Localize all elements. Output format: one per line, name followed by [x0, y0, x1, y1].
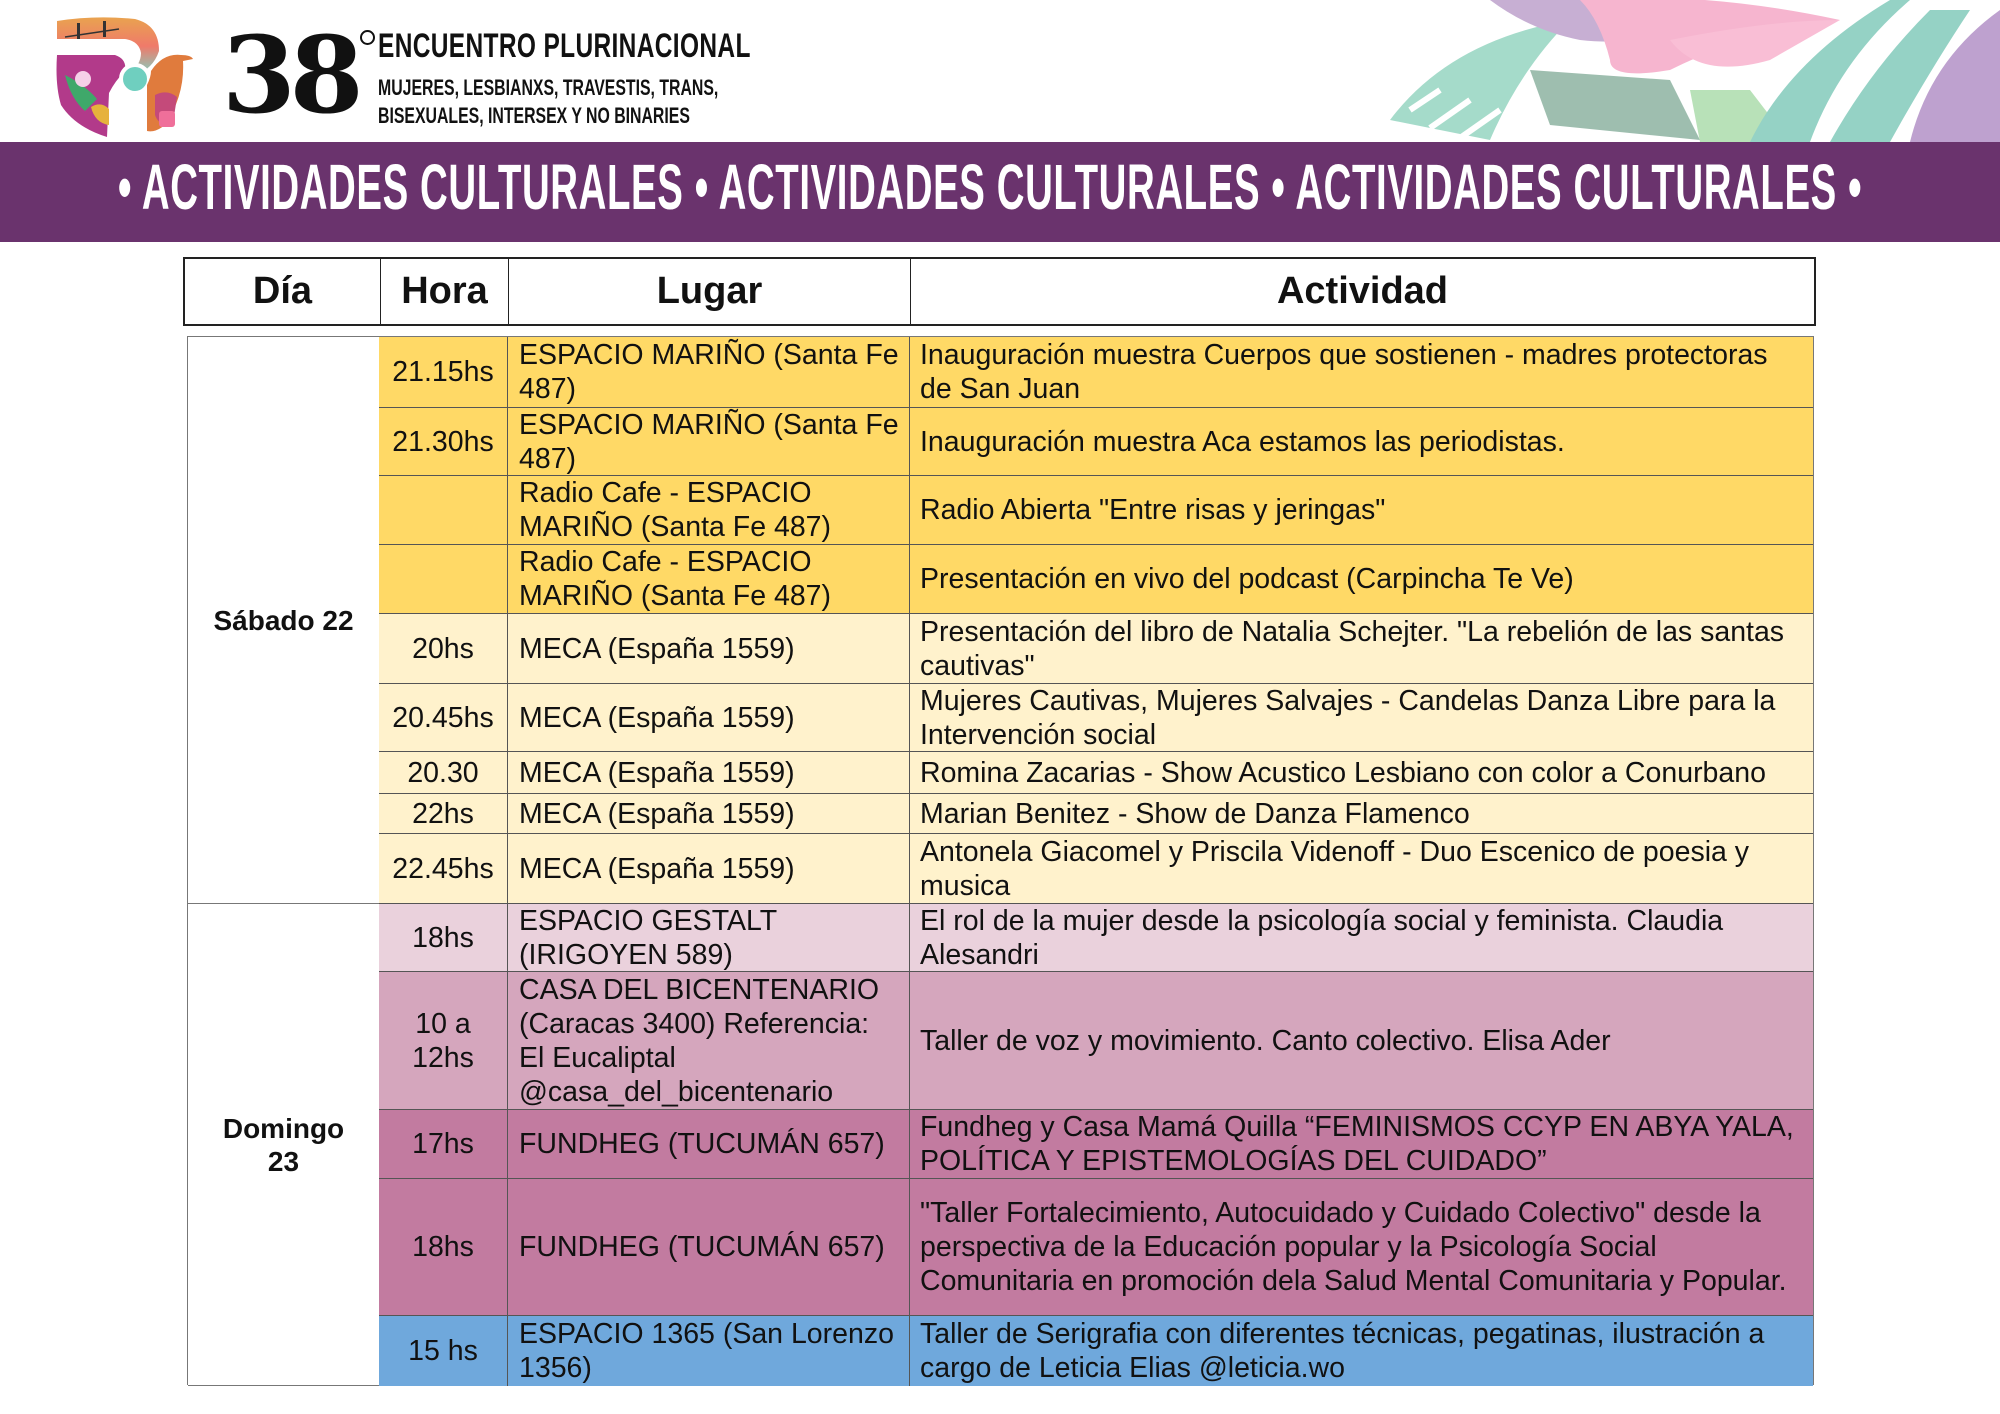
lugar-cell: [508, 408, 910, 475]
actividad-text: Romina Zacarias - Show Acustico Lesbiano con color a Conurbano: [920, 756, 1766, 789]
hora-cell: [379, 1110, 508, 1178]
actividad-cell: [910, 1179, 1813, 1315]
hora-text: 20.30: [407, 756, 479, 789]
lugar-cell: [508, 834, 910, 903]
actividad-text: "Taller Fortalecimiento, Autocuidado y Cuidado Colectivo" desde la perspectiva de la Educación popular y la Psicología Social Comunitaria en promoción dela Salud Mental Comunitaria y Popular.: [920, 1197, 1787, 1297]
lugar-text: Radio Cafe - ESPACIO MARIÑO (Santa Fe 487): [519, 546, 832, 612]
lugar-cell: [508, 752, 910, 793]
column-header-dia: Día: [185, 259, 381, 324]
actividad-cell: [910, 684, 1813, 751]
lugar-cell: [508, 684, 910, 751]
actividad-cell: [910, 972, 1813, 1109]
actividad-text: Marian Benitez - Show de Danza Flamenco: [920, 797, 1470, 830]
event-logo: [55, 15, 195, 137]
actividad-cell: [910, 1316, 1813, 1386]
lugar-cell: [508, 614, 910, 683]
hora-text: 20hs: [412, 632, 474, 665]
lugar-text: FUNDHEG (TUCUMÁN 657): [519, 1231, 885, 1263]
hora-text: 20.45hs: [392, 701, 494, 734]
table-row: [379, 337, 1813, 408]
schedule-table-body: [187, 336, 1814, 1385]
venus-logo-icon: [55, 15, 195, 137]
actividad-text: Inauguración muestra Cuerpos que sostienen - madres protectoras de San Juan: [920, 339, 1768, 405]
table-row: [379, 972, 1813, 1110]
hora-text: 21.30hs: [392, 425, 494, 458]
table-row: [379, 545, 1813, 614]
actividad-cell: [910, 476, 1813, 544]
hora-cell: [379, 794, 508, 833]
actividad-text: Inauguración muestra Aca estamos las periodistas.: [920, 425, 1565, 458]
lugar-text: ESPACIO 1365 (San Lorenzo 1356): [519, 1318, 894, 1384]
event-subtitle-line2: BISEXUALES, INTERSEX Y NO BINARIES: [378, 103, 690, 128]
lugar-cell: [508, 794, 910, 833]
hora-cell: [379, 408, 508, 475]
hora-cell: [379, 972, 508, 1109]
hora-text: 18hs: [412, 921, 474, 954]
hora-text: 21.15hs: [392, 356, 494, 388]
hora-cell: [379, 904, 508, 971]
actividad-text: Fundheg y Casa Mamá Quilla “FEMINISMOS CCYP EN ABYA YALA, POLÍTICA Y EPISTEMOLOGÍAS DEL CUIDADO”: [920, 1111, 1794, 1177]
banner-title: • ACTIVIDADES CULTURALES • ACTIVIDADES CULTURALES • ACTIVIDADES CULTURALES •: [118, 151, 1863, 223]
actividad-cell: [910, 752, 1813, 793]
hora-cell: [379, 1316, 508, 1386]
table-row: [379, 408, 1813, 476]
section-banner: [0, 142, 2000, 242]
hora-cell: [379, 545, 508, 613]
actividad-text: Presentación del libro de Natalia Schejter. "La rebelión de las santas cautivas": [920, 615, 1785, 682]
day-cell-sabado: Sábado 22: [188, 337, 379, 904]
event-title: ENCUENTRO PLURINACIONAL: [378, 27, 751, 65]
table-row: [379, 476, 1813, 545]
lugar-text: CASA DEL BICENTENARIO (Caracas 3400) Referencia: El Eucaliptal @casa_del_bicentenario: [519, 973, 880, 1108]
table-row: [379, 904, 1813, 972]
table-row: [379, 614, 1813, 684]
hora-cell: [379, 337, 508, 407]
lugar-text: MECA (España 1559): [519, 797, 795, 830]
lugar-cell: [508, 1179, 910, 1315]
actividad-text: Taller de voz y movimiento. Canto colectivo. Elisa Ader: [920, 1024, 1611, 1057]
lugar-cell: [508, 972, 910, 1109]
lugar-cell: [508, 337, 910, 407]
table-row: [379, 1110, 1813, 1179]
actividad-cell: [910, 545, 1813, 613]
actividad-text: Antonela Giacomel y Priscila Videnoff - Duo Escenico de poesia y musica: [920, 835, 1750, 902]
column-header-hora: Hora: [381, 259, 509, 324]
table-row: [379, 794, 1813, 834]
lugar-text: ESPACIO GESTALT (IRIGOYEN 589): [519, 904, 777, 971]
degree-symbol-icon: [360, 30, 375, 45]
lugar-cell: [508, 1316, 910, 1386]
lugar-text: Radio Cafe - ESPACIO MARIÑO (Santa Fe 487): [519, 477, 832, 543]
actividad-text: Taller de Serigrafia con diferentes técnicas, pegatinas, ilustración a cargo de Leticia Elias @leticia.wo: [920, 1318, 1765, 1384]
lugar-text: MECA (España 1559): [519, 852, 795, 885]
lugar-text: MECA (España 1559): [519, 701, 795, 734]
lugar-text: MECA (España 1559): [519, 632, 795, 665]
day-cell-domingo: Domingo 23: [188, 904, 379, 1386]
table-row: [379, 684, 1813, 752]
hora-cell: [379, 834, 508, 903]
hora-text: 10 a 12hs: [412, 1007, 474, 1074]
lugar-text: FUNDHEG (TUCUMÁN 657): [519, 1128, 885, 1160]
column-header-lugar: Lugar: [509, 259, 911, 324]
lugar-text: ESPACIO MARIÑO (Santa Fe 487): [519, 408, 899, 475]
actividad-cell: [910, 408, 1813, 475]
actividad-text: Presentación en vivo del podcast (Carpincha Te Ve): [920, 563, 1574, 595]
tropical-leaves-icon: [1370, 0, 2000, 142]
hora-text: 17hs: [412, 1128, 474, 1160]
lugar-text: MECA (España 1559): [519, 756, 795, 789]
schedule-table-header: [183, 257, 1816, 326]
hora-cell: [379, 1179, 508, 1315]
lugar-cell: [508, 476, 910, 544]
actividad-cell: [910, 614, 1813, 683]
hora-text: 18hs: [412, 1231, 474, 1263]
actividad-text: Mujeres Cautivas, Mujeres Salvajes - Candelas Danza Libre para la Intervención social: [920, 684, 1776, 751]
lugar-text: ESPACIO MARIÑO (Santa Fe 487): [519, 339, 899, 405]
hora-cell: [379, 476, 508, 544]
actividad-cell: [910, 794, 1813, 833]
actividad-cell: [910, 337, 1813, 407]
lugar-cell: [508, 904, 910, 971]
hora-cell: [379, 752, 508, 793]
actividad-cell: [910, 834, 1813, 903]
lugar-cell: [508, 1110, 910, 1178]
actividad-cell: [910, 1110, 1813, 1178]
hora-cell: [379, 684, 508, 751]
edition-number: 38: [222, 12, 358, 137]
hora-text: 22hs: [412, 797, 474, 830]
actividad-text: Radio Abierta "Entre risas y jeringas": [920, 494, 1386, 526]
table-row: [379, 1179, 1813, 1316]
actividad-cell: [910, 904, 1813, 971]
hora-text: 22.45hs: [392, 852, 494, 885]
table-row: [379, 1316, 1813, 1386]
actividad-text: El rol de la mujer desde la psicología social y feminista. Claudia Alesandri: [920, 904, 1724, 971]
event-subtitle-line1: MUJERES, LESBIANXS, TRAVESTIS, TRANS,: [378, 75, 719, 100]
column-header-actividad: Actividad: [1276, 270, 1449, 312]
table-row: [379, 752, 1813, 794]
table-row: [379, 834, 1813, 904]
lugar-cell: [508, 545, 910, 613]
hora-cell: [379, 614, 508, 683]
hora-text: 15 hs: [408, 1335, 478, 1367]
